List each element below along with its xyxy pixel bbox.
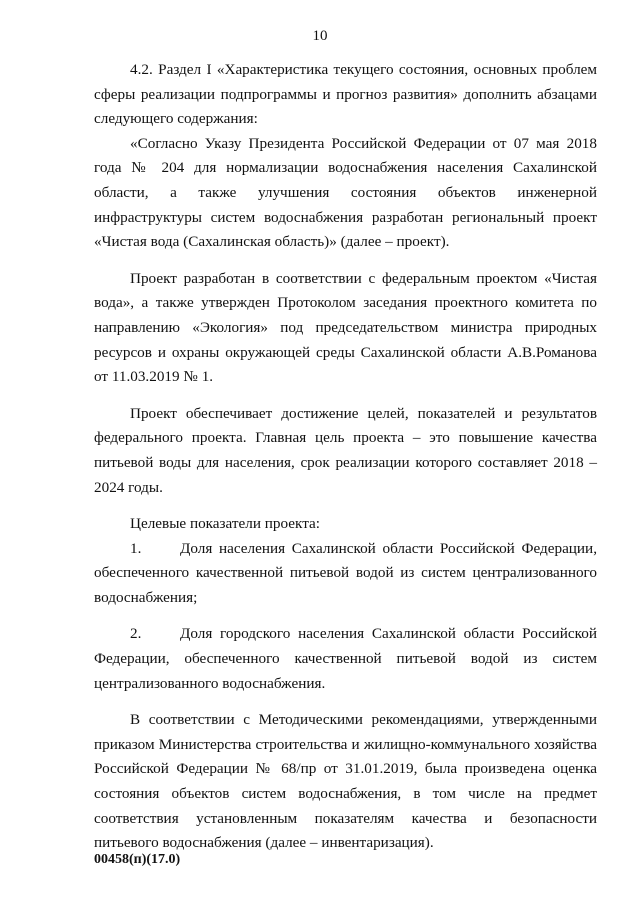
indicator-number: 1.	[130, 539, 142, 557]
paragraph-inventory: В соответствии с Методическими рекомендациями, утвержденными приказом Министерства строительства и жилищно-коммунального хозяйства Российской Федерации № 68/пр от 31.01.2019, была произведена оценка состояния объектов систем водоснабжения, в том числе на предмет соответствия установленным показателям качества и безопасности питьевого водоснабжения (далее – инвентаризация).	[94, 711, 597, 852]
indicator-text: Доля городского населения Сахалинской области Российской Федерации, обеспеченного качественной питьевой водой из систем централизованного водоснабжения.	[94, 625, 597, 692]
paragraph-project-basis: Проект разработан в соответствии с федеральным проектом «Чистая вода», а также утвержден Протоколом заседания проектного комитета по направлению «Экология» под председательством министра природных ресурсов и охраны окружающей среды Сахалинской области А.В.Романова от 11.03.2019 № 1.	[94, 269, 597, 386]
document-code: 00458(п)(17.0)	[94, 852, 181, 867]
page-number: 10	[312, 28, 328, 44]
indicator-item-2	[94, 622, 597, 696]
indicator-number: 2.	[130, 625, 142, 643]
paragraph-decree-reference: «Согласно Указу Президента Российской Федерации от 07 мая 2018 года № 204 для нормализации водоснабжения населения Сахалинской области, а также улучшения состояния объектов инженерной инфраструктуры систем водоснабжения разработан региональный проект «Чистая вода (Сахалинская область)» (далее – проект).	[94, 134, 597, 251]
paragraph-indicators-heading: Целевые показатели проекта:	[130, 515, 320, 533]
paragraph-project-goal: Проект обеспечивает достижение целей, показателей и результатов федерального проекта. Главная цель проекта – это повышение качества питьевой воды для населения, срок реализации которого составляет 2018 – 2024 годы.	[94, 404, 597, 496]
document-body	[94, 58, 597, 868]
indicator-text: Доля населения Сахалинской области Российской Федерации, обеспеченного качественной питьевой водой из систем централизованного водоснабжения;	[94, 539, 597, 606]
indicator-item-1	[94, 537, 597, 611]
paragraph-section-amendment: 4.2. Раздел I «Характеристика текущего состояния, основных проблем сферы реализации подпрограммы и прогноз развития» дополнить абзацами следующего содержания:	[94, 61, 597, 128]
